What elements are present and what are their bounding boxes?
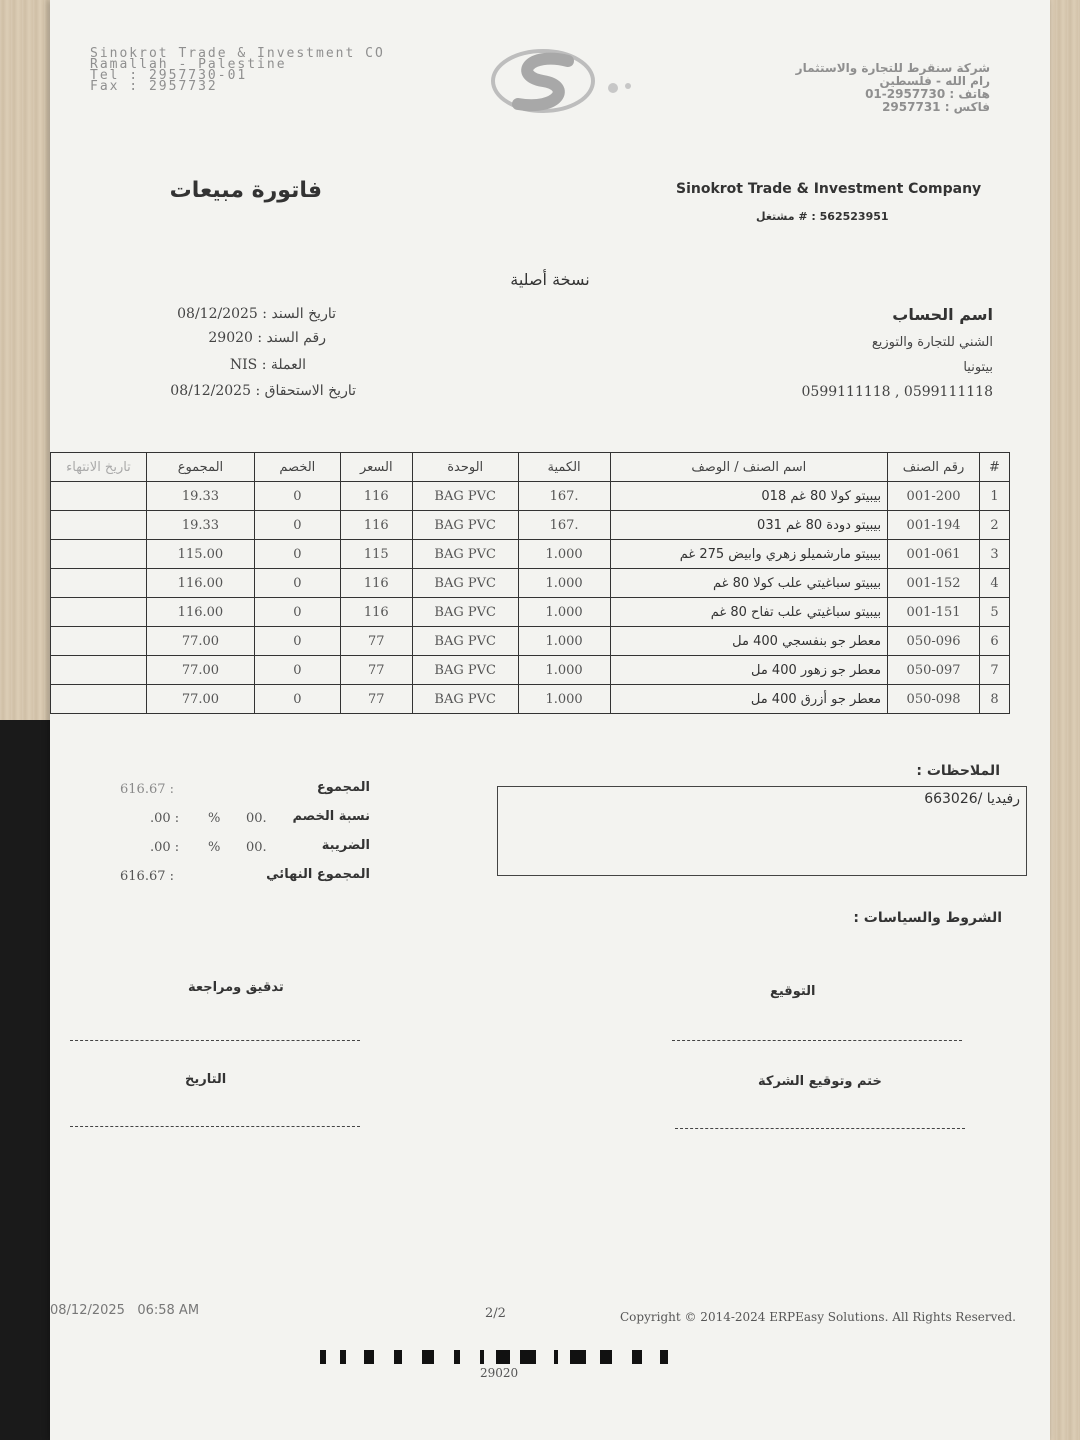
barcode-number: 29020 [480, 1366, 519, 1380]
item-unit: BAG PVC [412, 685, 518, 714]
invoice-title: فاتورة مبيعات [169, 178, 322, 203]
subtotal-value: 616.67 : [120, 782, 174, 797]
item-discount: 0 [254, 656, 340, 685]
item-quantity: 1.000 [518, 598, 610, 627]
notes-text: رفيديا /663026 [924, 791, 1020, 807]
col-header-expiry: تاريخ الانتهاء [51, 453, 147, 482]
item-total: 19.33 [146, 482, 254, 511]
tax-pct: 00. [246, 840, 267, 855]
item-price: 116 [340, 511, 412, 540]
item-description: معطر جو أزرق 400 مل [610, 685, 888, 714]
item-total: 116.00 [146, 598, 254, 627]
row-index: 8 [980, 685, 1010, 714]
item-code: 001-200 [888, 482, 980, 511]
row-index: 3 [980, 540, 1010, 569]
notes-box [497, 786, 1027, 876]
letterhead-ar-line: رام الله - فلسطين [879, 74, 990, 88]
account-phones: 0599111118 , 0599111118 [801, 384, 993, 400]
letterhead-ar-line: فاكس : 2957731 [882, 100, 990, 114]
col-header-description: اسم الصنف / الوصف [610, 453, 888, 482]
item-price: 77 [340, 627, 412, 656]
table-row [51, 540, 1010, 569]
item-expiry [51, 685, 147, 714]
company-name: Sinokrot Trade & Investment Company [676, 181, 982, 197]
barcode-bar [600, 1350, 612, 1364]
item-discount: 0 [254, 482, 340, 511]
items-table [50, 452, 1010, 714]
item-total: 116.00 [146, 569, 254, 598]
currency-label: العملة : [261, 357, 306, 373]
barcode-bar [570, 1350, 586, 1364]
date-label: التاريخ [185, 1072, 227, 1087]
item-description: بيبيتو سباغيتي علب تفاح 80 غم [610, 598, 888, 627]
review-label: تدقيق ومراجعة [188, 980, 284, 995]
item-quantity: 1.000 [518, 540, 610, 569]
barcode-bar [480, 1350, 484, 1364]
grand-total-value: 616.67 : [120, 869, 174, 884]
signature-label: التوقيع [770, 984, 816, 999]
discount-pct-sign: % [208, 811, 221, 826]
item-quantity: 1.000 [518, 569, 610, 598]
item-quantity: 1.000 [518, 656, 610, 685]
letterhead-ar-line: شركة سنقرط للتجارة والاستثمار [795, 61, 990, 75]
item-discount: 0 [254, 569, 340, 598]
table-row [51, 511, 1010, 540]
table-row [51, 482, 1010, 511]
item-unit: BAG PVC [412, 598, 518, 627]
row-index: 6 [980, 627, 1010, 656]
item-expiry [51, 511, 147, 540]
item-total: 77.00 [146, 627, 254, 656]
letterhead-arabic [796, 62, 990, 114]
row-index: 5 [980, 598, 1010, 627]
discount-pct: 00. [246, 811, 267, 826]
item-unit: BAG PVC [412, 569, 518, 598]
item-expiry [51, 540, 147, 569]
account-name: الشني للتجارة والتوزيع [871, 335, 993, 350]
tax-value: .00 : [150, 840, 180, 855]
table-header-row [51, 453, 1010, 482]
print-datetime: 08/12/2025 06:58 AM [50, 1303, 200, 1318]
item-discount: 0 [254, 540, 340, 569]
item-quantity: 1.000 [518, 627, 610, 656]
barcode-bar [632, 1350, 642, 1364]
item-code: 001-152 [888, 569, 980, 598]
barcode-bar [520, 1350, 536, 1364]
col-header-unit: الوحدة [412, 453, 518, 482]
invoice-page [50, 0, 1050, 1440]
item-expiry [51, 482, 147, 511]
stamp-line [675, 1128, 965, 1129]
tax-label: الضريبة [321, 838, 370, 853]
item-unit: BAG PVC [412, 482, 518, 511]
barcode-bar [340, 1350, 346, 1364]
barcode-bar [422, 1350, 434, 1364]
col-header-price: السعر [340, 453, 412, 482]
page-number: 2/2 [485, 1306, 506, 1321]
item-code: 050-096 [888, 627, 980, 656]
discount-value: .00 : [150, 811, 180, 826]
item-unit: BAG PVC [412, 656, 518, 685]
signature-line [672, 1040, 962, 1041]
barcode-bar [364, 1350, 374, 1364]
item-description: بيبيتو دودة 80 غم 031 [610, 511, 888, 540]
item-unit: BAG PVC [412, 540, 518, 569]
doc-number-value: 29020 [208, 330, 253, 346]
item-description: بيبيتو كولا 80 غم 018 [610, 482, 888, 511]
date-line [70, 1126, 360, 1127]
letterhead-english [90, 48, 385, 92]
table-row [51, 569, 1010, 598]
letterhead-en-line: Sinokrot Trade & Investment CO [90, 46, 385, 61]
tax-pct-sign: % [208, 840, 221, 855]
letterhead-en-line: Ramallah - Palestine [90, 57, 287, 72]
item-description: معطر جو بنفسجي 400 مل [610, 627, 888, 656]
doc-date-label: تاريخ السند : [262, 306, 336, 322]
item-code: 001-194 [888, 511, 980, 540]
row-index: 4 [980, 569, 1010, 598]
doc-number-label: رقم السند : [257, 330, 326, 346]
copyright: Copyright © 2014-2024 ERPEasy Solutions. All Rights Reserved. [620, 1310, 1016, 1324]
totals-block [110, 780, 370, 890]
barcode-bar [496, 1350, 510, 1364]
item-total: 19.33 [146, 511, 254, 540]
account-location: بيتونيا [963, 360, 993, 375]
item-code: 050-098 [888, 685, 980, 714]
table-row [51, 598, 1010, 627]
item-price: 115 [340, 540, 412, 569]
doc-date-value: 08/12/2025 [177, 306, 258, 322]
col-header-total: المجموع [146, 453, 254, 482]
item-discount: 0 [254, 627, 340, 656]
barcode-bar [660, 1350, 668, 1364]
item-price: 116 [340, 569, 412, 598]
col-header-discount: الخصم [254, 453, 340, 482]
company-logo-icon [488, 46, 638, 116]
account-label: اسم الحساب [892, 305, 993, 324]
col-header-code: رقم الصنف [888, 453, 980, 482]
currency-value: NIS [229, 357, 258, 373]
letterhead-en-line: Fax : 2957732 [90, 79, 218, 94]
col-header-index: # [980, 453, 1010, 482]
row-index: 7 [980, 656, 1010, 685]
item-total: 77.00 [146, 685, 254, 714]
item-expiry [51, 569, 147, 598]
grand-total-label: المجموع النهائي [266, 867, 370, 882]
row-index: 2 [980, 511, 1010, 540]
item-code: 001-151 [888, 598, 980, 627]
item-unit: BAG PVC [412, 511, 518, 540]
barcode-bar [394, 1350, 402, 1364]
review-line [70, 1040, 360, 1041]
item-total: 115.00 [146, 540, 254, 569]
letterhead-ar-line: هاتف : 2957730-01 [865, 87, 990, 101]
item-price: 116 [340, 482, 412, 511]
item-discount: 0 [254, 511, 340, 540]
item-expiry [51, 627, 147, 656]
discount-label: نسبة الخصم [292, 809, 370, 824]
stamp-label: ختم وتوقيع الشركة [758, 1074, 882, 1089]
barcode-bar [554, 1350, 558, 1364]
item-description: بيبيتو سباغيتي علب كولا 80 غم [610, 569, 888, 598]
item-discount: 0 [254, 598, 340, 627]
letterhead-en-line: Tel : 2957730-01 [90, 68, 248, 83]
item-description: معطر جو زهور 400 مل [610, 656, 888, 685]
item-expiry [51, 656, 147, 685]
barcode-bar [320, 1350, 326, 1364]
notes-label: الملاحظات : [916, 763, 1000, 779]
original-copy-label: نسخة أصلية [510, 270, 590, 289]
subtotal-label: المجموع [316, 780, 370, 795]
row-index: 1 [980, 482, 1010, 511]
barcode [320, 1350, 690, 1364]
item-total: 77.00 [146, 656, 254, 685]
item-quantity: .167 [518, 511, 610, 540]
table-row [51, 627, 1010, 656]
item-code: 050-097 [888, 656, 980, 685]
item-price: 77 [340, 656, 412, 685]
item-description: بيبيتو مارشميلو زهري وابيض 275 غم [610, 540, 888, 569]
terms-label: الشروط والسياسات : [853, 910, 1002, 926]
col-header-quantity: الكمية [518, 453, 610, 482]
due-date [146, 383, 356, 399]
due-date-value: 08/12/2025 [170, 383, 251, 399]
currency [146, 357, 306, 373]
doc-date [146, 306, 336, 322]
table-row [51, 656, 1010, 685]
item-expiry [51, 598, 147, 627]
barcode-bar [454, 1350, 460, 1364]
doc-number [146, 330, 326, 346]
company-tax-id: 562523951 : # مشتغل [756, 210, 889, 223]
table-row [51, 685, 1010, 714]
item-price: 116 [340, 598, 412, 627]
item-discount: 0 [254, 685, 340, 714]
item-price: 77 [340, 685, 412, 714]
due-date-label: تاريخ الاستحقاق : [255, 383, 356, 399]
item-code: 001-061 [888, 540, 980, 569]
item-unit: BAG PVC [412, 627, 518, 656]
item-quantity: .167 [518, 482, 610, 511]
item-quantity: 1.000 [518, 685, 610, 714]
